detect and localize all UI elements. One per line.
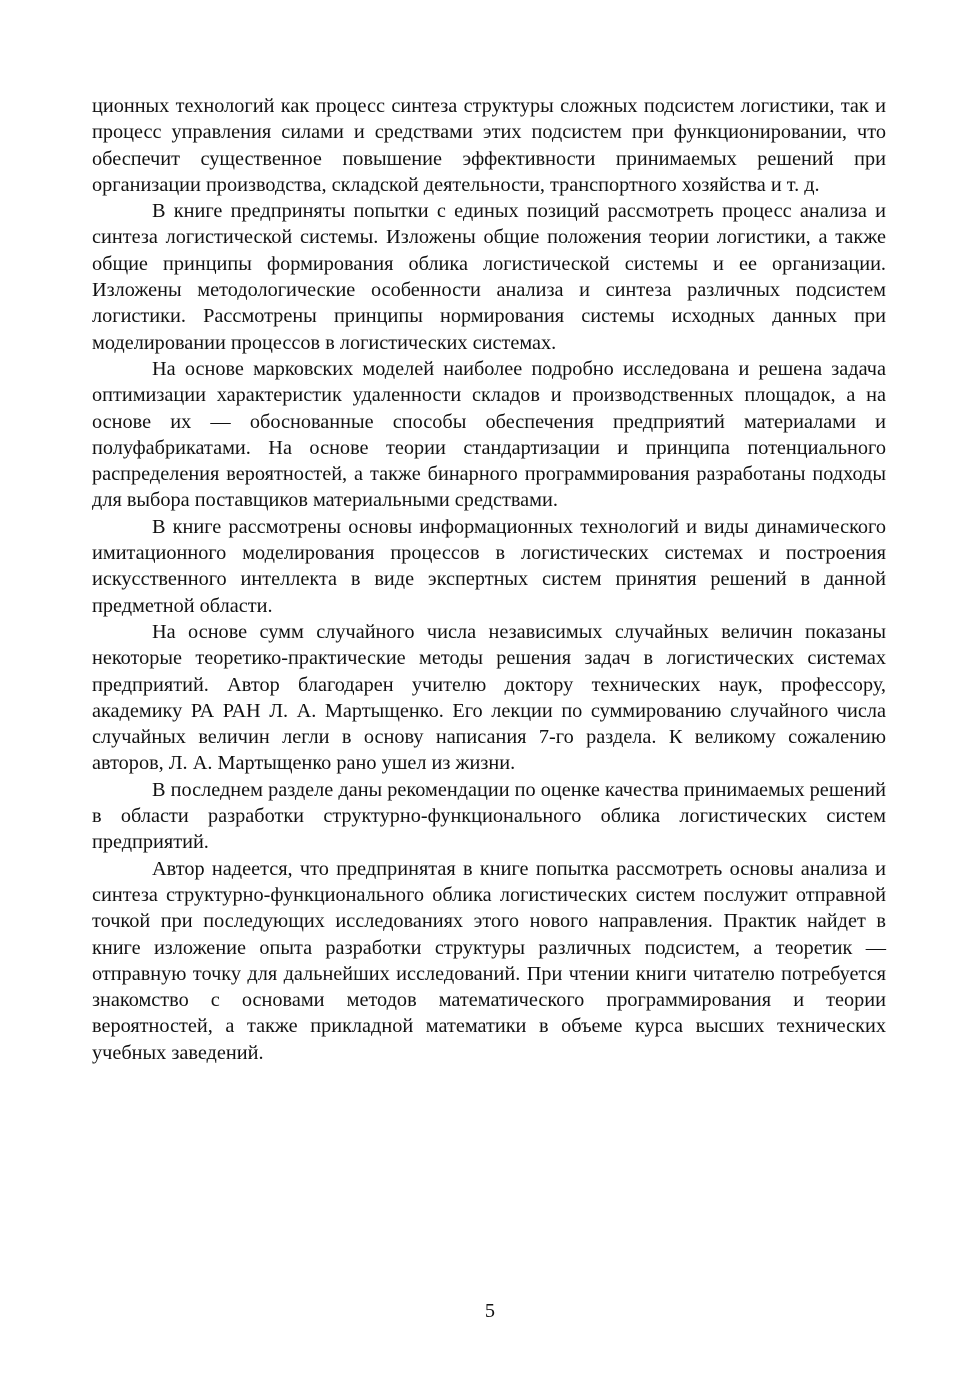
paragraph: Автор надеется, что предпринятая в книге попытка рассмотреть основы анализа и синтеза структурно-функционального облика логистических систем послужит отправной точкой при последующих исследованиях этого нового направления. Практик найдет в книге изложение опыта разработки структуры различных подсистем, а теоретик — отправную точку для дальнейших исследований. При чтении книги читателю потребуется знакомство с основами методов математического программирования и теории вероятностей, а также прикладной математики в объеме курса высших технических учебных заведений. [92,857,886,1064]
page-number: 5 [484,1300,496,1322]
paragraph: На основе марковских моделей наиболее подробно исследована и решена задача оптимизации характеристик удаленности складов и производственных площадок, а на основе их — обоснованные способы обеспечения предприятий материалами и полуфабрикатами. На основе теории стандартизации и принципа потенциального распределения вероятностей, а также бинарного программирования разработаны подходы для выбора поставщиков материальными средствами. [92,357,886,512]
paragraph: В книге предприняты попытки с единых позиций рассмотреть процесс анализа и синтеза логистической системы. Изложены общие положения теории логистики, а также общие принципы формирования облика логистической системы и ее организации. Изложены методологические особенности анализа и синтеза различных подсистем логистики. Рассмотрены принципы нормирования системы исходных данных при моделировании процессов в логистических системах. [92,200,886,354]
paragraph: В книге рассмотрены основы информационных технологий и виды динамического имитационного моделирования процессов в логистических системах и построения искусственного интеллекта в виде экспертных систем принятия решений в данной предметной области. [92,515,886,617]
paragraph-continuation: ционных технологий как процесс синтеза структуры сложных подсистем логистики, так и процесс управления силами и средствами этих подсистем при функционировании, что обеспечит существенное повышение эффективности принимаемых решений при организации производства, складской деятельности, транспортного хозяйства и т. д. [92,95,886,196]
paragraph: В последнем разделе даны рекомендации по оценке качества принимаемых решений в области разработки структурно-функционального облика логистических систем предприятий. [92,778,886,854]
paragraph: На основе сумм случайного числа независимых случайных величин показаны некоторые теоретико-практические методы решения задач в логистических системах предприятий. Автор благодарен учителю доктору технических наук, профессору, академику РА РАН Л. А. Мартыщенко. Его лекции по суммированию случайного числа случайных величин легли в основу написания 7-го раздела. К великому сожалению авторов, Л. А. Мартыщенко рано ушел из жизни. [92,620,886,775]
page-body [92,93,886,1066]
